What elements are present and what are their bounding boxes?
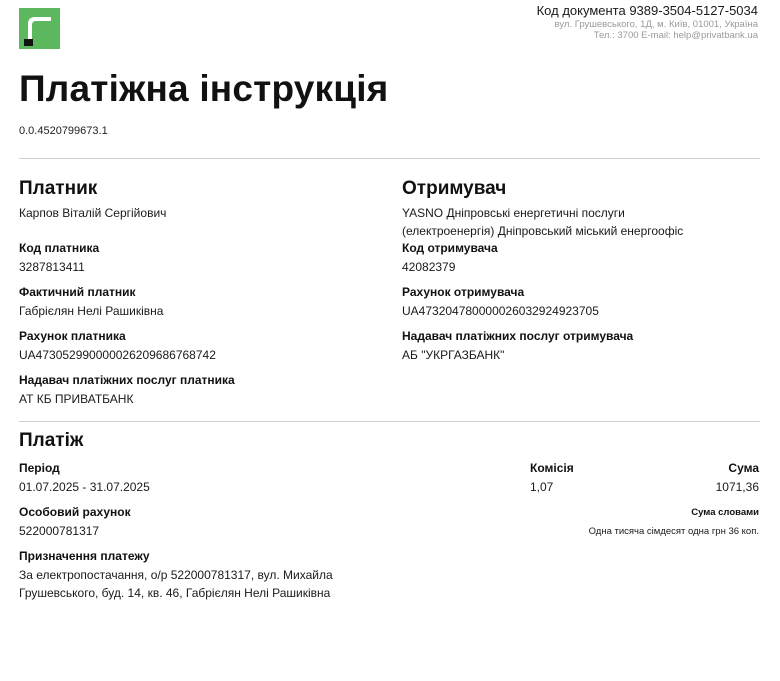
amount-value: 1071,36 [715, 480, 759, 494]
payer-name: Карпов Віталій Сергійович [19, 206, 167, 220]
actual-payer-label: Фактичний платник [19, 285, 136, 299]
recipient-provider: АБ "УКРГАЗБАНК" [402, 348, 505, 362]
address-line: вул. Грушевського, 1Д, м. Київ, 01001, Україна [554, 19, 758, 30]
payer-heading: Платник [19, 178, 98, 199]
payer-code: 3287813411 [19, 260, 85, 274]
payer-code-label: Код платника [19, 241, 100, 255]
bank-address [555, 19, 758, 41]
recipient-name-line2: (електроенергія) Дніпровський міський енергоофіс [402, 224, 684, 238]
purpose-label: Призначення платежу [19, 549, 150, 563]
commission-label: Комісія [530, 461, 574, 475]
purpose-line2: Грушевського, буд. 14, кв. 46, Габрієлян Нелі Рашиківна [19, 586, 331, 600]
recipient-code: 42082379 [402, 260, 456, 274]
commission-value: 1,07 [530, 480, 554, 494]
period-label: Період [19, 461, 60, 475]
purpose-line1: За електропостачання, о/р 522000781317, вул. Михайла [19, 568, 333, 582]
payer-account: UA473052990000026209686768742 [19, 348, 216, 362]
payer-provider: АТ КБ ПРИВАТБАНК [19, 392, 134, 406]
recipient-provider-label: Надавач платіжних послуг отримувача [402, 329, 634, 343]
recipient-account: UA473204780000026032924923705 [402, 304, 599, 318]
document-id: 0.0.4520799673.1 [19, 125, 108, 137]
recipient-code-label: Код отримувача [402, 241, 498, 255]
page-title: Платіжна інструкція [19, 68, 389, 109]
divider [19, 421, 760, 422]
actual-payer: Габрієлян Нелі Рашиківна [19, 304, 164, 318]
recipient-heading: Отримувач [402, 178, 507, 199]
contact-line: Тел.: 3700 E-mail: help@privatbank.ua [593, 30, 758, 41]
payer-provider-label: Надавач платіжних послуг платника [19, 373, 235, 387]
payer-account-label: Рахунок платника [19, 329, 126, 343]
payment-heading: Платіж [19, 430, 84, 451]
privatbank-logo-icon [19, 8, 60, 49]
divider [19, 158, 760, 159]
amount-words-label: Сума словами [691, 507, 759, 518]
period-value: 01.07.2025 - 31.07.2025 [19, 480, 150, 494]
personal-account-label: Особовий рахунок [19, 505, 131, 519]
document-code: Код документа 9389-3504-5127-5034 [536, 3, 758, 18]
personal-account-value: 522000781317 [19, 524, 100, 538]
recipient-account-label: Рахунок отримувача [402, 285, 525, 299]
amount-label: Сума [728, 461, 759, 475]
recipient-name-line1: YASNO Дніпровські енергетичні послуги [402, 206, 625, 220]
amount-words-value: Одна тисяча сімдесят одна грн 36 коп. [588, 526, 759, 537]
